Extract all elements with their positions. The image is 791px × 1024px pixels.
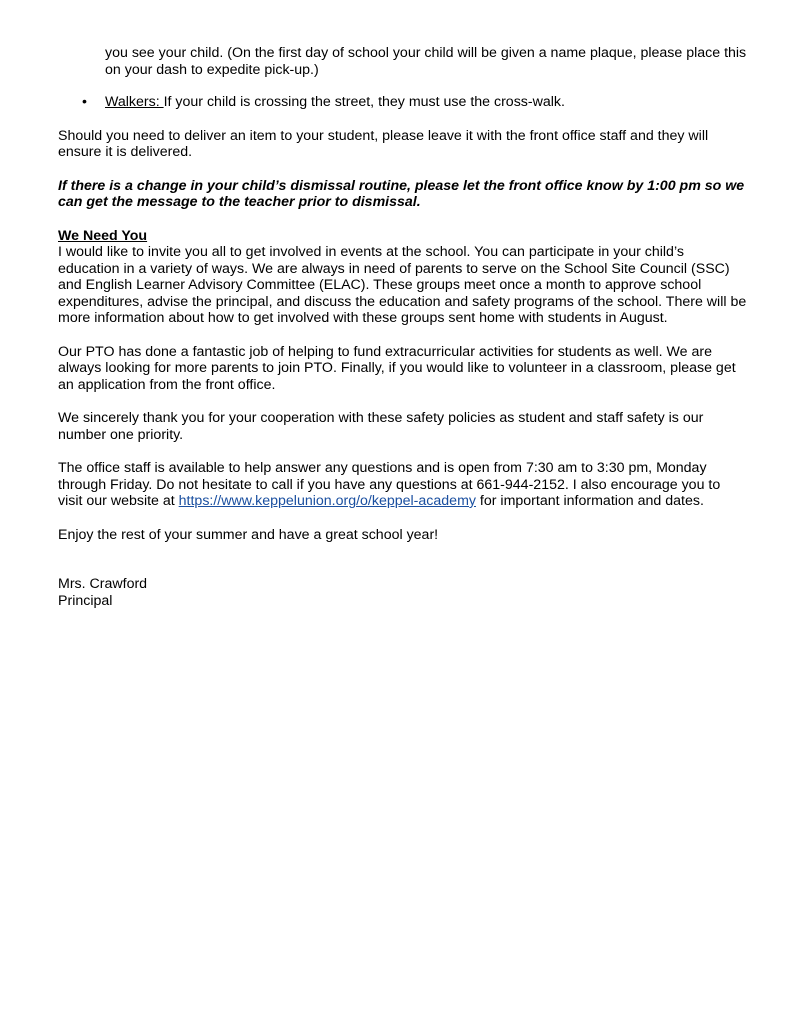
signature-title: Principal [58, 592, 113, 609]
letter-body [58, 45, 748, 609]
thanks-paragraph: We sincerely thank you for your cooperation with these safety policies as student and staff safety is our number one priority. [58, 410, 704, 443]
office-paragraph [58, 460, 748, 510]
walkers-text: If your child is crossing the street, they must use the cross-walk. [163, 94, 565, 110]
we-need-you-body: I would like to invite you all to get involved in events at the school. You can participate in your child’s education in a variety of ways. We are always in need of parents to serve on the School Site Council (SSC) and English Learner Advisory Committee (ELAC). These groups meet once a month to approve school expenditures, advise the principal, and discuss the education and safety programs of the school. There will be more information about how to get involved with these groups sent home with students in August. [58, 244, 747, 326]
pto-paragraph: Our PTO has done a fantastic job of helping to fund extracurricular activities for students as well. We are always looking for more parents to join PTO. Finally, if you would like to volunteer in a classroom, please get an application from the front office. [58, 343, 736, 393]
walkers-bullet-item [58, 94, 748, 111]
office-text: The office staff is available to help answer any questions and is open from 7:30 am to 3:30 pm, Monday through Friday. Do not hesitate to call if you have any questions at 661-944-2152. I also encourage you to visit our website at [58, 460, 721, 509]
website-link[interactable]: https://www.keppelunion.org/o/keppel-academy [178, 493, 476, 509]
walkers-label: Walkers: [105, 94, 164, 110]
deliver-item-paragraph: Should you need to deliver an item to your student, please leave it with the front office staff and they will ensure it is delivered. [58, 127, 709, 160]
dismissal-notice: If there is a change in your child’s dismissal routine, please let the front office know by 1:00 pm so we can get the message to the teacher prior to dismissal. [58, 177, 745, 210]
office-text-after: for important information and dates. [475, 493, 704, 509]
signature-block [58, 576, 748, 609]
we-need-you-section [58, 228, 748, 327]
we-need-you-heading: We Need You [58, 227, 148, 244]
bullet-dot-icon: • [82, 94, 87, 110]
signature-name: Mrs. Crawford [58, 576, 148, 592]
pickup-continuation: you see your child. (On the first day of school your child will be given a name plaque, please place this on your dash to expedite pick-up.) [105, 45, 747, 78]
closing-paragraph: Enjoy the rest of your summer and have a great school year! [58, 526, 439, 543]
